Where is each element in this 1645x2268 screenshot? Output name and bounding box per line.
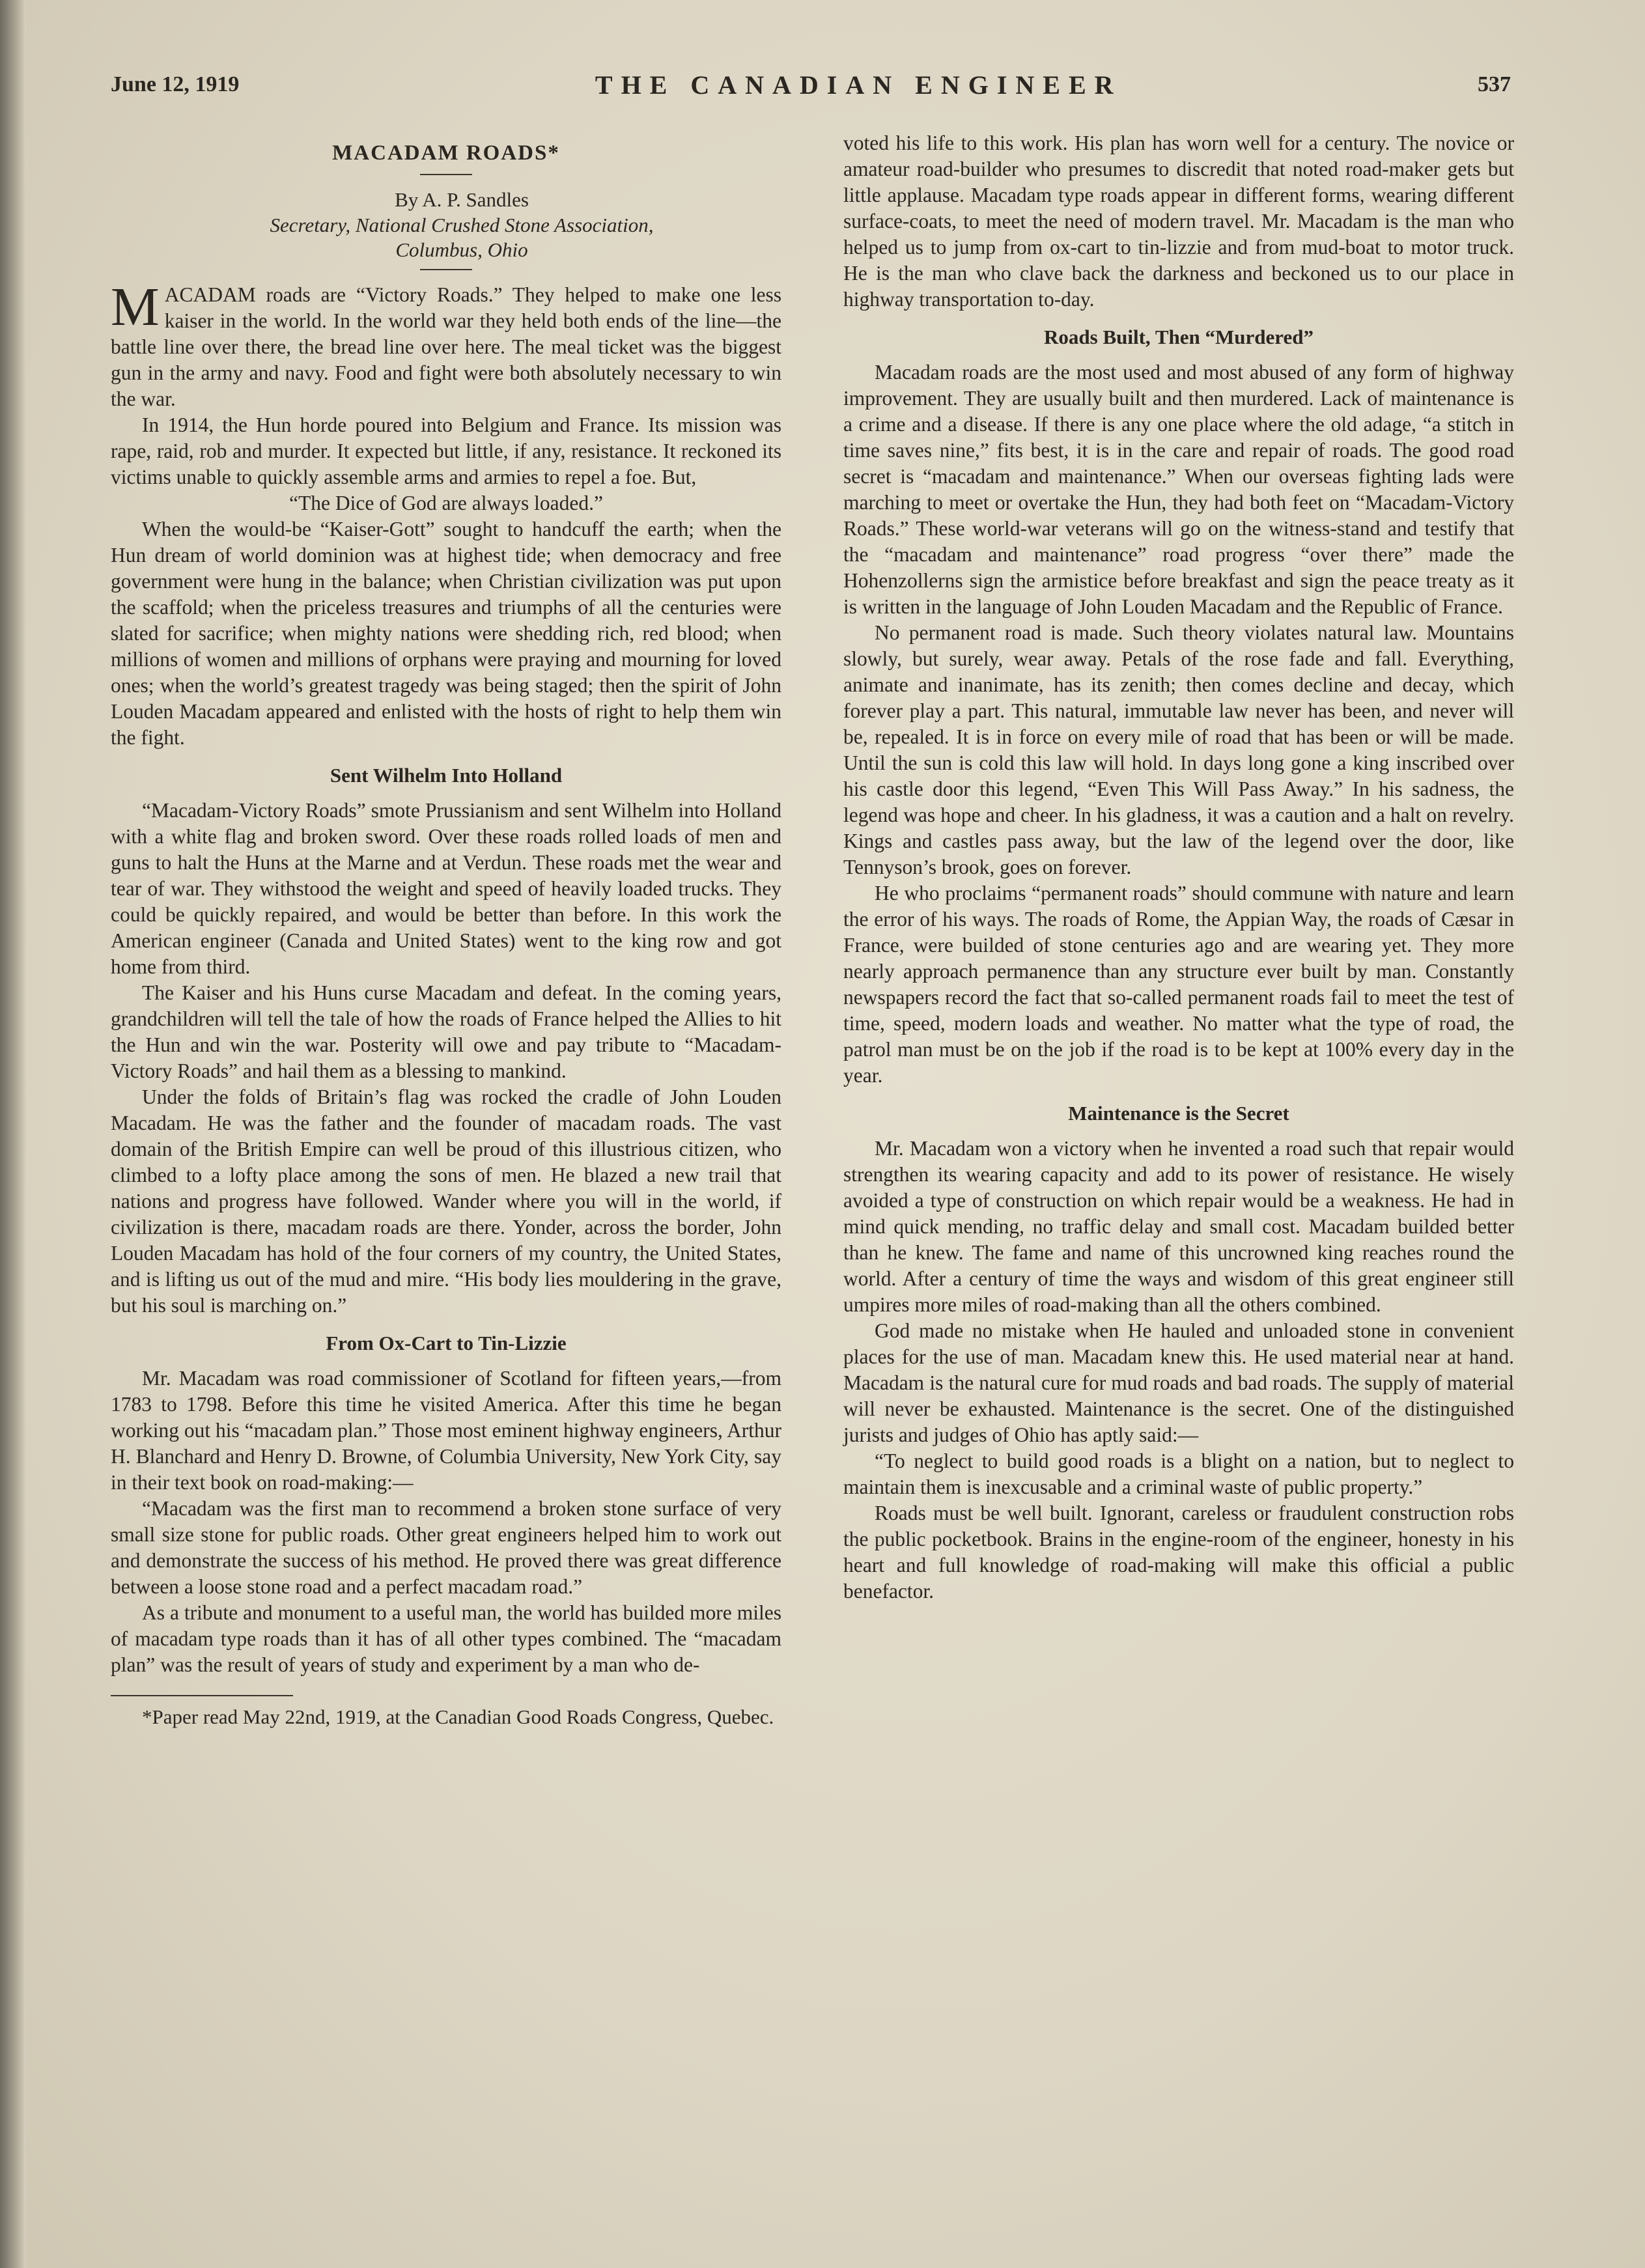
paragraph: voted his life to this work. His plan has worn well for a century. The novice or amateur road-builder who presumes to discredit that noted road-maker gets but little applause. Macadam type roads appear in different forms, wearing different surface-coats, to meet the need of modern travel. Mr. Macadam is the man who helped us to jump from ox-cart to tin-lizzie and from mud-boat to motor truck. He is the man who clave back the darkness and beckoned us to our place in highway transportation to-day. bbox=[843, 132, 1514, 311]
quotation: “To neglect to build good roads is a blight on a nation, but to neglect to maintain them is inexcusable and a criminal waste of public property.” bbox=[843, 1449, 1514, 1498]
issue-date: June 12, 1919 bbox=[111, 72, 240, 96]
article-title: MACADAM ROADS* bbox=[332, 141, 560, 165]
page-number: 537 bbox=[1477, 72, 1511, 96]
drop-cap: M bbox=[111, 277, 160, 337]
paragraph: In 1914, the Hun horde poured into Belgium and France. Its mission was rape, raid, rob and murder. It expected but little, if any, resistance. It reckoned its victims unable to quickly assemble arms and armies to repel a foe. But, bbox=[111, 413, 781, 488]
left-column bbox=[111, 140, 781, 1730]
byline-divider bbox=[420, 269, 472, 270]
paragraph: When the would-be “Kaiser-Gott” sought to handcuff the earth; when the Hun dream of world dominion was at highest tide; when democracy and free government were hung in the balance; when Christian civilization was put upon the scaffold; when the priceless treasures and triumphs of all the centuries were slated for sacrifice; when mighty nations were shedding rich, red blood; when millions of women and millions of orphans were praying and mourning for loved ones; when the world’s greatest tragedy was being staged; then the spirit of John Louden Macadam appeared and enlisted with the hosts of right to help them win the fight. bbox=[111, 518, 781, 749]
paragraph: The Kaiser and his Huns curse Macadam and defeat. In the coming years, grandchildren will tell the tale of how the roads of France helped the Allies to hit the Hun and win the war. Posterity will owe and pay tribute to “Macadam-Victory Roads” and hail them as a blessing to mankind. bbox=[111, 981, 781, 1082]
section-heading: Roads Built, Then “Murdered” bbox=[1044, 326, 1314, 348]
paragraph-text: roads are “Victory Roads.” They helped to make one less kaiser in the world. In the world war they held both ends of the line—the battle line over there, the bread line over here. The meal ticket was the biggest gun in the army and navy. Food and fight were both absolutely necessary to win the war. bbox=[111, 283, 781, 410]
paragraph: As a tribute and monument to a useful man, the world has builded more miles of macadam type roads than it has of all other types combined. The “macadam plan” was the result of years of study and experiment by a man who de- bbox=[111, 1601, 781, 1676]
lead-word: ACADAM bbox=[164, 283, 256, 306]
section-heading: From Ox-Cart to Tin-Lizzie bbox=[326, 1332, 567, 1354]
paragraph: He who proclaims “permanent roads” should commune with nature and learn the error of his ways. The roads of Rome, the Appian Way, the roads of Cæsar in France, were builded of stone centuries ago and are wearing yet. They more nearly approach permanence than any structure ever built by man. Constantly newspapers record the fact that so-called permanent roads fail to meet the test of time, speed, modern loads and weather. No matter what the type of road, the patrol man must be on the job if the road is to be kept at 100% every day in the year. bbox=[843, 882, 1514, 1087]
section-heading: Sent Wilhelm Into Holland bbox=[330, 764, 563, 787]
journal-title: THE CANADIAN ENGINEER bbox=[595, 70, 1122, 100]
paragraph: Macadam roads are the most used and most abused of any form of highway improvement. They are usually built and then murdered. Lack of maintenance is a crime and a disease. If there is any one place where the old adage, “a stitch in time saves nine,” fits best, it is in the care and repair of roads. The good road secret is “macadam and maintenance.” When our overseas fighting lads were marching to meet or overtake the Hun, they had both feet on “Macadam-Victory Roads.” These world-war veterans will go on the witness-stand and testify that the “macadam and maintenance” road progress “over there” made the Hohenzollerns sign the armistice before breakfast and sign the peace treaty as it is written in the language of John Louden Macadam and the Republic of France. bbox=[843, 361, 1514, 618]
paragraph: Under the folds of Britain’s flag was rocked the cradle of John Louden Macadam. He was the father and the founder of macadam roads. The vast domain of the British Empire can well be proud of this illustrious citizen, who climbed to a lofty place among the sons of men. He blazed a new trail that nations and progress have followed. Wander where you will in the world, if civilization is there, macadam roads are there. Yonder, across the border, John Louden Macadam has hold of the four corners of my country, the United States, and is lifting us out of the mud and mire. “His body lies mouldering in the grave, but his soul is marching on.” bbox=[111, 1085, 781, 1317]
paragraph: God made no mistake when He hauled and unloaded stone in convenient places for the use of man. Macadam knew this. He used material near at hand. Macadam is the natural cure for mud roads and bad roads. The supply of material will never be exhausted. Maintenance is the secret. One of the distinguished jurists and judges of Ohio has aptly said:— bbox=[843, 1319, 1514, 1446]
paragraph: No permanent road is made. Such theory violates natural law. Mountains slowly, but surely, wear away. Petals of the rose fade and fall. Everything, animate and inanimate, has its zenith; then comes decline and decay, which forever play a part. This natural, immutable law never has been, and never will be, repealed. It is in force on every mile of road that has been or will be made. Until the sun is cold this law will hold. In days long gone a king inscribed over his castle door this legend, “Even This Will Pass Away.” In his sadness, the legend was hope and cheer. In his gladness, it was a caution and a halt on revelry. Kings and castles pass away, but the law of the legend over the door, like Tennyson’s brook, goes on forever. bbox=[843, 621, 1514, 878]
paragraph: Roads must be well built. Ignorant, careless or fraudulent construction robs the public pocketbook. Brains in the engine-room of the engineer, honesty in his heart and full knowledge of road-making will make this official a public benefactor. bbox=[843, 1502, 1514, 1603]
footnote: *Paper read May 22nd, 1919, at the Canadian Good Roads Congress, Quebec. bbox=[142, 1705, 774, 1728]
running-header bbox=[111, 65, 1511, 104]
title-divider bbox=[420, 174, 472, 175]
binding-shadow bbox=[0, 0, 26, 2268]
section-heading: Maintenance is the Secret bbox=[1068, 1102, 1289, 1125]
paragraph: Mr. Macadam won a victory when he invented a road such that repair would strengthen its wearing capacity and add to its power of resistance. He wisely avoided a type of construction on which repair would be a weakness. He had in mind quick mending, no traffic delay and small cost. Macadam builded better than he knew. The fame and name of this uncrowned king reaches round the world. After a century of time the ways and wisdom of this great engineer still umpires more miles of road-making than all the others combined. bbox=[843, 1137, 1514, 1316]
quotation: “The Dice of God are always loaded.” bbox=[289, 492, 603, 514]
paragraph: Mr. Macadam was road commissioner of Scotland for fifteen years,—from 1783 to 1798. Before this time he visited America. After this time he began working out his “macadam plan.” Those most eminent highway engineers, Arthur H. Blanchard and Henry D. Browne, of Columbia University, New York City, say in their text book on road-making:— bbox=[111, 1367, 781, 1494]
byline: By A. P. Sandles bbox=[395, 188, 529, 211]
footnote-rule bbox=[111, 1695, 293, 1696]
paragraph bbox=[111, 277, 781, 412]
paragraph: “Macadam-Victory Roads” smote Prussianism and sent Wilhelm into Holland with a white flag and broken sword. Over these roads rolled loads of men and guns to halt the Huns at the Marne and at Verdun. These roads met the wear and tear of war. They withstood the weight and speed of heavily loaded trucks. They could be quickly repaired, and would be better than before. In this work the American engineer (Canada and United States) went to the king row and got home from third. bbox=[111, 799, 781, 978]
paragraph: “Macadam was the first man to recommend a broken stone surface of very small size stone for public roads. Other great engineers helped him to work out and demonstrate the success of his method. He proved there was great difference between a loose stone road and a perfect macadam road.” bbox=[111, 1497, 781, 1598]
right-column bbox=[843, 130, 1514, 1604]
author-location: Columbus, Ohio bbox=[395, 238, 528, 261]
author-affiliation: Secretary, National Crushed Stone Association, bbox=[270, 214, 654, 236]
